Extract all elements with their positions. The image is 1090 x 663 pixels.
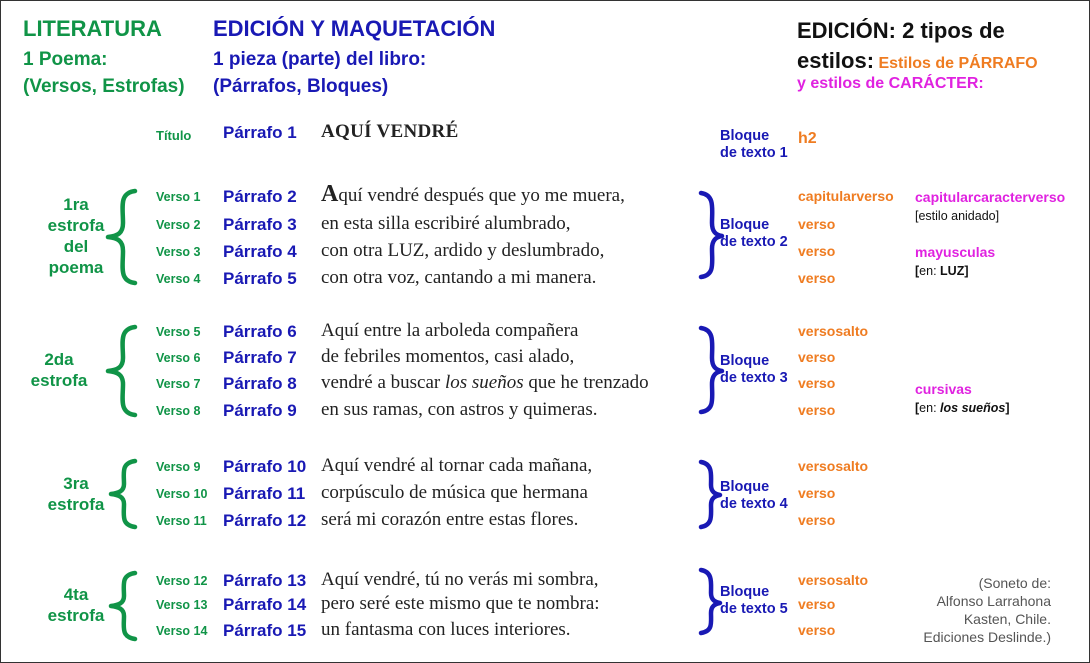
char-style-capitular: capitularcaracterverso bbox=[915, 189, 1066, 205]
bloque-3-line2: de texto 3 bbox=[720, 370, 788, 386]
poem-line-text: que he trenzado bbox=[523, 372, 649, 393]
poem-line: con otra voz, cantando a mi manera. bbox=[321, 267, 597, 288]
estrofa-1-line: 1ra bbox=[63, 195, 89, 214]
paragraph-style: verso bbox=[798, 270, 836, 286]
parrafo-label: Párrafo 6 bbox=[223, 322, 297, 341]
edicion-maquetacion-title: EDICIÓN Y MAQUETACIÓN bbox=[213, 16, 496, 41]
paragraph-style: verso bbox=[798, 622, 836, 638]
poem-line: Aquí vendré al tornar cada mañana, bbox=[321, 455, 593, 476]
note-value: LUZ bbox=[940, 264, 965, 278]
credit-line: Ediciones Deslinde.) bbox=[923, 629, 1051, 645]
green-brace-stanza-1 bbox=[108, 191, 135, 283]
poem-italic-text: los sueños bbox=[444, 372, 524, 393]
bloque-5 bbox=[720, 584, 788, 618]
parrafo-title: Párrafo 1 bbox=[223, 123, 297, 142]
poem-line: con otra LUZ, ardido y deslumbrado, bbox=[321, 240, 605, 261]
poem-line: en esta silla escribiré alumbrado, bbox=[321, 213, 571, 234]
char-style-cursivas-note bbox=[915, 401, 1010, 415]
parrafo-label: Párrafo 2 bbox=[223, 187, 297, 206]
green-brace-stanza-2 bbox=[108, 327, 135, 415]
drop-cap: A bbox=[321, 181, 339, 207]
poem-line: un fantasma con luces interiores. bbox=[321, 619, 571, 640]
paragraph-style: verso bbox=[798, 216, 836, 232]
verso-label: Verso 13 bbox=[156, 598, 208, 612]
paragraph-style: versosalto bbox=[798, 572, 869, 588]
edicion-pieza-label: 1 pieza (parte) del libro: bbox=[213, 49, 427, 70]
note-en: en: bbox=[919, 264, 941, 278]
note-close: ] bbox=[1005, 401, 1010, 415]
verso-label: Verso 14 bbox=[156, 624, 208, 638]
green-brace-stanza-4 bbox=[111, 573, 135, 639]
bloque-2-line2: de texto 2 bbox=[720, 234, 788, 250]
bloque-2 bbox=[720, 217, 788, 251]
parrafo-label: Párrafo 11 bbox=[223, 484, 306, 503]
verso-label: Verso 11 bbox=[156, 514, 207, 528]
literatura-title: LITERATURA bbox=[23, 16, 162, 41]
estrofa-4-line: estrofa bbox=[47, 606, 105, 625]
paragraph-style: verso bbox=[798, 512, 836, 528]
parrafo-label: Párrafo 15 bbox=[223, 621, 307, 640]
verso-label: Verso 10 bbox=[156, 487, 208, 501]
note-en: en: bbox=[919, 401, 941, 415]
parrafo-label: Párrafo 7 bbox=[223, 348, 297, 367]
poem-line: Aquí vendré, tú no verás mi sombra, bbox=[321, 569, 599, 590]
bloque-3-line1: Bloque bbox=[720, 353, 770, 369]
poem-line: corpúsculo de música que hermana bbox=[321, 482, 588, 503]
bloque-5-line2: de texto 5 bbox=[720, 601, 788, 617]
poem-line: en sus ramas, con astros y quimeras. bbox=[321, 399, 598, 420]
parrafo-label: Párrafo 3 bbox=[223, 215, 297, 234]
note-value: los sueños bbox=[940, 401, 1006, 415]
paragraph-style: verso bbox=[798, 402, 836, 418]
poem-line: pero seré este mismo que te nombra: bbox=[321, 593, 600, 614]
bloque-2-line1: Bloque bbox=[720, 217, 770, 233]
edicion-units: (Párrafos, Bloques) bbox=[213, 76, 389, 97]
paragraph-style: verso bbox=[798, 375, 836, 391]
parrafo-label: Párrafo 9 bbox=[223, 401, 297, 420]
edicion-estilos-title: EDICIÓN: 2 tipos de bbox=[797, 18, 1005, 43]
bloque-3 bbox=[720, 353, 788, 387]
note-close: ] bbox=[964, 264, 969, 278]
verso-label: Verso 8 bbox=[156, 404, 201, 418]
verso-label: Verso 5 bbox=[156, 325, 201, 339]
estrofa-3-line: 3ra bbox=[63, 474, 89, 493]
estrofa-4-line: 4ta bbox=[63, 585, 89, 604]
paragraph-style: versosalto bbox=[798, 458, 869, 474]
verso-label: Verso 6 bbox=[156, 351, 201, 365]
poem-line: Aquí entre la arboleda compañera bbox=[321, 320, 579, 341]
verso-label: Verso 12 bbox=[156, 574, 208, 588]
poem-line: será mi corazón entre estas flores. bbox=[321, 509, 579, 530]
bloque-4 bbox=[720, 479, 788, 513]
bloque-5-line1: Bloque bbox=[720, 584, 770, 600]
literatura-units: (Versos, Estrofas) bbox=[23, 76, 185, 97]
paragraph-style: capitularverso bbox=[798, 188, 894, 204]
note-open: [ bbox=[915, 401, 920, 415]
estrofa-1-line: del bbox=[63, 237, 89, 256]
paragraph-style: verso bbox=[798, 485, 836, 501]
poem-line: de febriles momentos, casi alado, bbox=[321, 346, 575, 367]
poem-line bbox=[321, 372, 649, 394]
poem-title: AQUÍ VENDRÉ bbox=[321, 121, 459, 142]
verso-label: Verso 7 bbox=[156, 377, 201, 391]
green-brace-stanza-3 bbox=[111, 461, 135, 527]
estrofa-2-line: 2da bbox=[44, 350, 74, 369]
blue-brace-block-5 bbox=[701, 570, 720, 633]
verso-label: Verso 1 bbox=[156, 190, 201, 204]
estilos-parrafo-label: Estilos de PÁRRAFO bbox=[878, 55, 1038, 72]
parrafo-label: Párrafo 5 bbox=[223, 269, 297, 288]
paragraph-style: versosalto bbox=[798, 323, 869, 339]
char-style-cursivas: cursivas bbox=[915, 381, 972, 397]
literatura-poem-label: 1 Poema: bbox=[23, 49, 108, 70]
style-h2: h2 bbox=[798, 130, 817, 147]
blue-brace-block-2 bbox=[701, 193, 722, 277]
verso-label: Verso 2 bbox=[156, 218, 201, 232]
estrofa-2-line: estrofa bbox=[30, 371, 88, 390]
estrofa-1-line: estrofa bbox=[47, 216, 105, 235]
credit-line: Kasten, Chile. bbox=[963, 611, 1051, 627]
verso-label: Verso 4 bbox=[156, 272, 201, 286]
blue-brace-block-3 bbox=[701, 328, 722, 412]
bloque-4-line1: Bloque bbox=[720, 479, 770, 495]
bloque-4-line2: de texto 4 bbox=[720, 496, 788, 512]
paragraph-style: verso bbox=[798, 349, 836, 365]
paragraph-style: verso bbox=[798, 596, 836, 612]
estrofa-3-line: estrofa bbox=[47, 495, 105, 514]
poem-line bbox=[321, 181, 625, 208]
credit-line: (Soneto de: bbox=[978, 575, 1051, 591]
poem-line-text: quí vendré después que yo me muera, bbox=[338, 185, 625, 206]
parrafo-label: Párrafo 10 bbox=[223, 457, 307, 476]
estilos-caracter-label: y estilos de CARÁCTER: bbox=[797, 75, 984, 92]
credit bbox=[923, 574, 1051, 646]
estilos-label: estilos: bbox=[797, 48, 875, 73]
parrafo-label: Párrafo 14 bbox=[223, 595, 307, 614]
poem-line-text: vendré a buscar bbox=[321, 372, 445, 393]
char-style-capitular-note: [estilo anidado] bbox=[915, 209, 1000, 223]
parrafo-label: Párrafo 4 bbox=[223, 242, 297, 261]
verso-label: Verso 9 bbox=[156, 460, 201, 474]
parrafo-label: Párrafo 12 bbox=[223, 511, 307, 530]
paragraph-style: verso bbox=[798, 243, 836, 259]
parrafo-label: Párrafo 8 bbox=[223, 374, 297, 393]
bloque-1-line1: Bloque bbox=[720, 128, 770, 144]
credit-line: Alfonso Larrahona bbox=[936, 593, 1051, 609]
blue-brace-block-4 bbox=[701, 462, 720, 527]
note-open: [ bbox=[915, 264, 920, 278]
estrofa-1-line: poema bbox=[48, 258, 104, 277]
bloque-1-line2: de texto 1 bbox=[720, 145, 788, 161]
verso-label: Verso 3 bbox=[156, 245, 201, 259]
char-style-mayusculas-note bbox=[915, 264, 969, 278]
titulo-label: Título bbox=[156, 128, 192, 143]
char-style-mayusculas: mayusculas bbox=[915, 244, 996, 260]
parrafo-label: Párrafo 13 bbox=[223, 571, 307, 590]
